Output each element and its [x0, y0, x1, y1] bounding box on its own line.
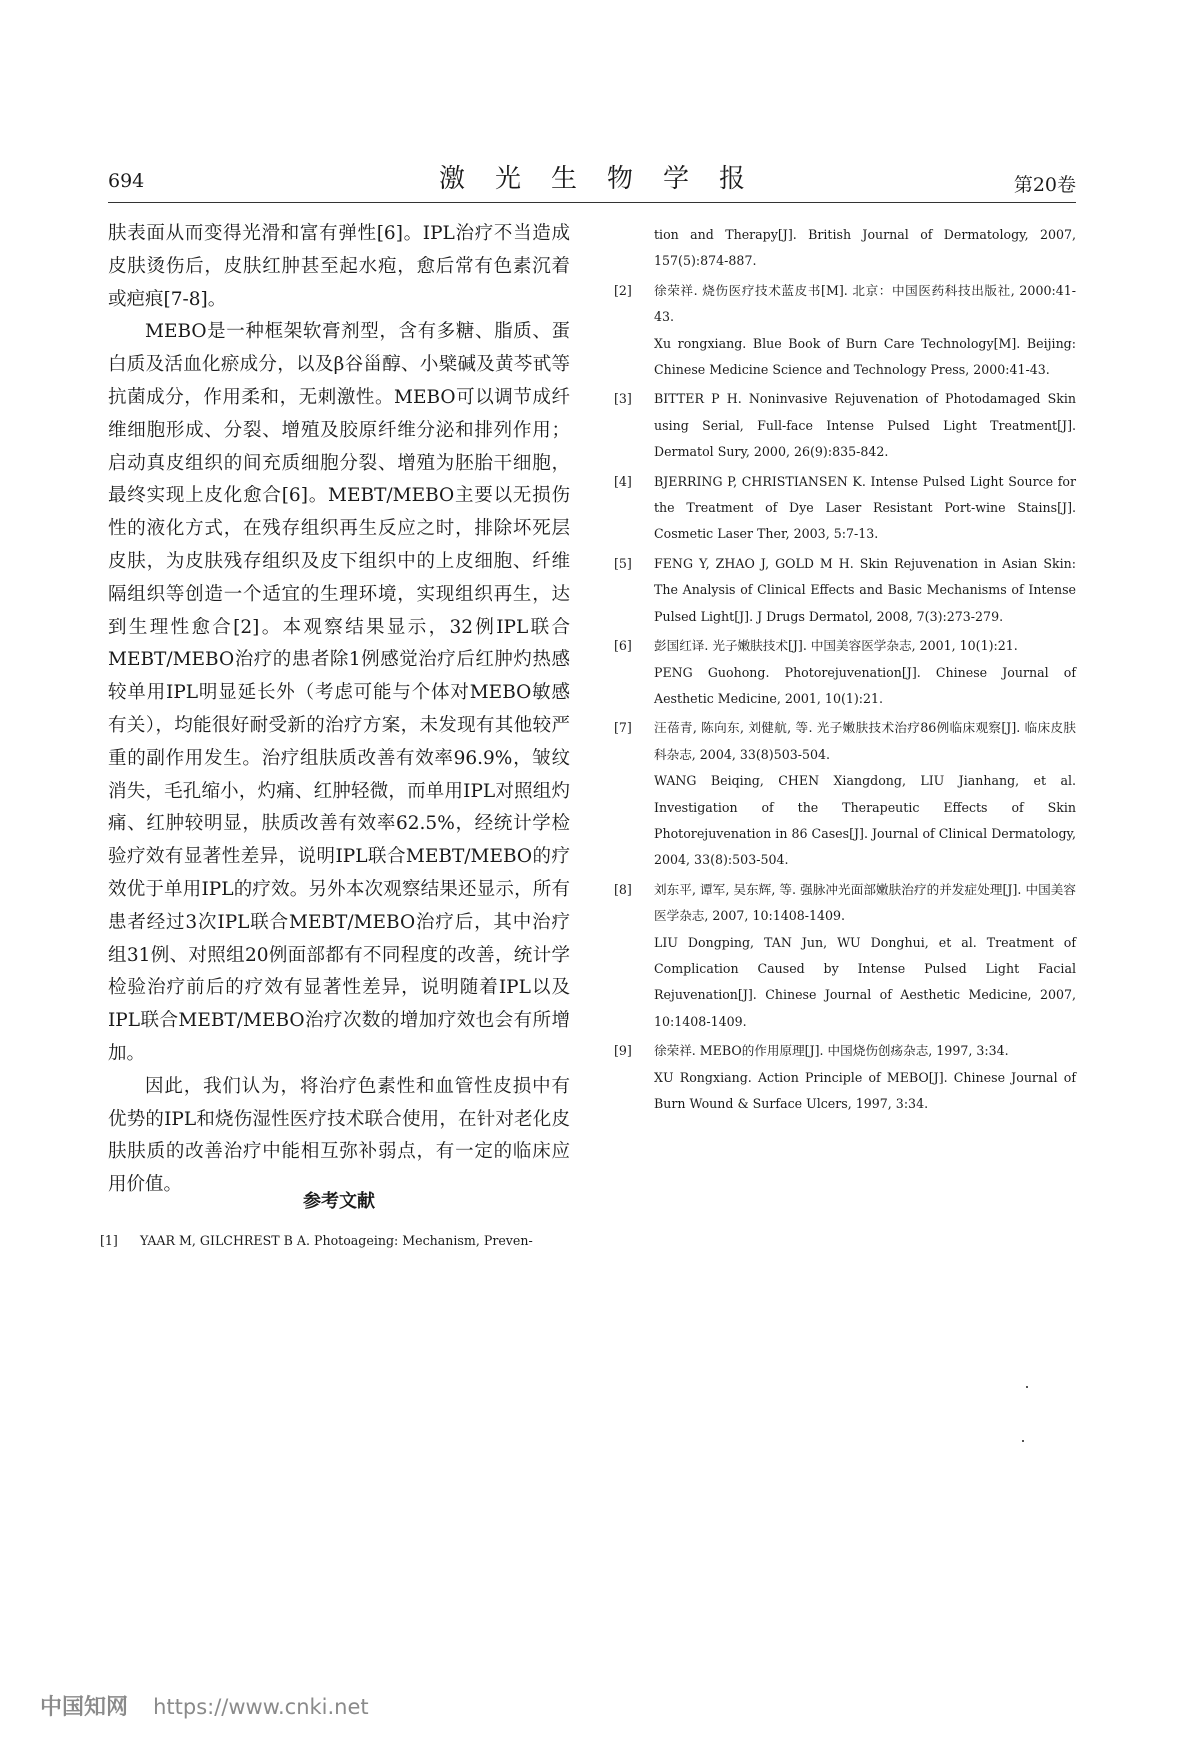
left-column — [108, 218, 570, 1202]
volume-label: 第20卷 — [1013, 174, 1076, 196]
references-heading: 参考文献 — [303, 1191, 375, 1212]
reference-line: WANG Beiqing, CHEN Xiangdong, LIU Jianhang, et al. Investigation of the Therapeutic Effects of Skin Photorejuvenation in 86 Cases[J]. Journal of Clinical Dermatology, 2004, 33(8):503-504. — [654, 773, 1076, 868]
reference-number: [9] — [614, 1043, 632, 1059]
reference-line: PENG Guohong. Photorejuvenation[J]. Chinese Journal of Aesthetic Medicine, 2001, 10(1):21. — [654, 664, 1076, 706]
cnki-url: https://www.cnki.net — [153, 1695, 369, 1719]
reference-body — [654, 877, 1076, 1035]
reference-number — [614, 222, 654, 275]
reference-line: 彭国红译. 光子嫩肤技术[J]. 中国美容医学杂志, 2001, 10(1):21. — [654, 638, 1018, 654]
reference-body — [654, 551, 1076, 630]
reference-line: BJERRING P, CHRISTIANSEN K. Intense Pulsed Light Source for the Treatment of Dye Laser Resistant Port-wine Stains[J]. Cosmetic Laser Ther, 2003, 5:7-13. — [654, 473, 1076, 542]
scan-speck — [1026, 1386, 1028, 1388]
reference-item — [614, 633, 1076, 712]
reference-item — [614, 278, 1076, 384]
reference-item — [614, 386, 1076, 465]
reference-item — [614, 715, 1076, 873]
reference-line: LIU Dongping, TAN Jun, WU Donghui, et al. Treatment of Complication Caused by Intense Pulsed Light Facial Rejuvenation[J]. Chinese Journal of Aesthetic Medicine, 2007, 10:1408-1409. — [654, 934, 1076, 1029]
reference-line: 徐荣祥. MEBO的作用原理[J]. 中国烧伤创疡杂志, 1997, 3:34. — [654, 1043, 1009, 1059]
right-column-references — [614, 222, 1076, 1120]
reference-item — [614, 1038, 1076, 1117]
reference-number: [2] — [614, 282, 632, 298]
reference-line: 刘东平, 谭军, 吴东辉, 等. 强脉冲光面部嫩肤治疗的并发症处理[J]. 中国美容医学杂志, 2007, 10:1408-1409. — [654, 881, 1076, 924]
reference-line: 汪蓓青, 陈向东, 刘健航, 等. 光子嫩肤技术治疗86例临床观察[J]. 临床皮肤科杂志, 2004, 33(8)503-504. — [654, 720, 1076, 762]
reference-item — [614, 877, 1076, 1035]
journal-title: 激光生物学报 — [438, 164, 775, 194]
paragraph-1: 肤表面从而变得光滑和富有弹性[6]。IPL治疗不当造成皮肤烫伤后，皮肤红肿甚至起水疱，愈后常有色素沉着或疤痕[7-8]。 — [108, 223, 570, 310]
reference-number: [4] — [614, 473, 632, 489]
reference-line: tion and Therapy[J]. British Journal of Dermatology, 2007, 157(5):874-887. — [654, 227, 1076, 269]
reference-body — [654, 715, 1076, 873]
scan-speck — [1022, 1440, 1024, 1442]
reference-line: XU Rongxiang. Action Principle of MEBO[J]. Chinese Journal of Burn Wound & Surface Ulcers, 1997, 3:34. — [654, 1069, 1076, 1111]
reference-item — [614, 469, 1076, 548]
reference-number: [5] — [614, 555, 632, 571]
paragraph-2: MEBO是一种框架软膏剂型，含有多糖、脂质、蛋白质及活血化瘀成分，以及β谷甾醇、小檗碱及黄芩甙等抗菌成分，作用柔和，无刺激性。MEBO可以调节成纤维细胞形成、分裂、增殖及胶原纤维分泌和排列作用；启动真皮组织的间充质细胞分裂、增殖为胚胎干细胞，最终实现上皮化愈合[6]。MEBT/MEBO主要以无损伤性的液化方式，在残存组织再生反应之时，排除坏死层皮肤，为皮肤残存组织及皮下组织中的上皮细胞、纤维隔组织等创造一个适宜的生理环境，实现组织再生，达到生理性愈合[2]。本观察结果显示，32例IPL联合MEBT/MEBO治疗的患者除1例感觉治疗后红肿灼热感较单用IPL明显延长外（考虑可能与个体对MEBO敏感有关），均能很好耐受新的治疗方案，未发现有其他较严重的副作用发生。治疗组肤质改善有效率96.9%，皱纹消失，毛孔缩小，灼痛、红肿轻微，而单用IPL对照组灼痛、红肿较明显，肤质改善有效率62.5%，经统计学检验疗效有显著性差异，说明IPL联合MEBT/MEBO的疗效优于单用IPL的疗效。另外本次观察结果还显示，所有患者经过3次IPL联合MEBT/MEBO治疗后，其中治疗组31例、对照组20例面部都有不同程度的改善，统计学检验治疗前后的疗效有显著性差异，说明随着IPL以及IPL联合MEBT/MEBO治疗次数的增加疗效也会有所增加。 — [108, 321, 570, 1064]
reference-1 — [100, 1228, 570, 1254]
reference-line: FENG Y, ZHAO J, GOLD M H. Skin Rejuvenation in Asian Skin: The Analysis of Clinical Effects and Basic Mechanisms of Intense Pulsed Light[J]. J Drugs Dermatol, 2008, 7(3):273-279. — [654, 555, 1076, 624]
reference-body — [654, 278, 1076, 384]
reference-body — [654, 386, 1076, 465]
reference-body — [654, 1038, 1076, 1117]
paragraph-3: 因此，我们认为，将治疗色素性和血管性皮损中有优势的IPL和烧伤湿性医疗技术联合使用，在针对老化皮肤肤质的改善治疗中能相互弥补弱点，有一定的临床应用价值。 — [108, 1075, 570, 1196]
reference-item — [614, 222, 1076, 275]
reference-line: 徐荣祥. 烧伤医疗技术蓝皮书[M]. 北京：中国医药科技出版社, 2000:41-43. — [654, 282, 1076, 325]
reference-line: Xu rongxiang. Blue Book of Burn Care Technology[M]. Beijing: Chinese Medicine Science and Technology Press, 2000:41-43. — [654, 335, 1076, 378]
reference-number: [6] — [614, 638, 632, 654]
reference-number: [1] — [100, 1233, 118, 1248]
reference-line: BITTER P H. Noninvasive Rejuvenation of Photodamaged Skin using Serial, Full-face Intense Pulsed Light Treatment[J]. Dermatol Sury, 2000, 26(9):835-842. — [654, 391, 1076, 460]
reference-spacer — [614, 1117, 1076, 1120]
reference-number: [7] — [614, 720, 632, 736]
reference-body — [654, 633, 1076, 712]
reference-item — [614, 551, 1076, 630]
cnki-logo: 中国知网 — [40, 1695, 129, 1720]
reference-body — [654, 469, 1076, 548]
reference-number: [8] — [614, 881, 632, 897]
watermark-footer — [40, 1690, 369, 1721]
page-number: 694 — [108, 170, 145, 192]
reference-number: [3] — [614, 391, 632, 407]
page-header — [108, 158, 1076, 198]
reference-text: YAAR M, GILCHREST B A. Photoageing: Mechanism, Preven- — [140, 1233, 533, 1248]
header-rule — [108, 202, 1076, 203]
reference-body — [654, 222, 1076, 275]
